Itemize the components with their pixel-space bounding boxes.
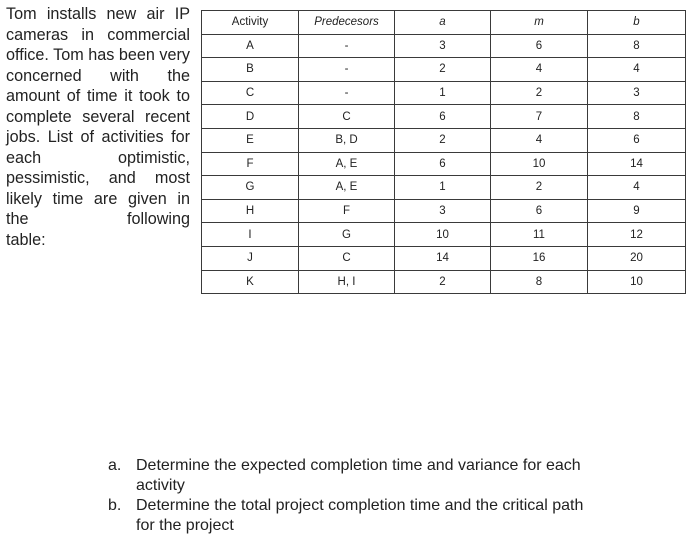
table-row — [202, 128, 686, 152]
header-predecessors: Predecesors — [299, 11, 395, 35]
cell-predecessors: - — [299, 58, 395, 82]
cell-predecessors: C — [299, 246, 395, 270]
cell-m: 4 — [491, 58, 588, 82]
question-text: Determine the expected completion time and variance for each activity — [136, 457, 581, 494]
cell-b: 9 — [588, 199, 686, 223]
cell-b: 20 — [588, 246, 686, 270]
cell-predecessors: - — [299, 34, 395, 58]
table-row — [202, 199, 686, 223]
cell-m: 10 — [491, 152, 588, 176]
activity-table — [201, 10, 686, 294]
cell-a: 6 — [395, 105, 491, 129]
cell-a: 3 — [395, 34, 491, 58]
cell-predecessors: A, E — [299, 176, 395, 200]
cell-activity: I — [202, 223, 299, 247]
problem-intro — [6, 4, 190, 250]
cell-b: 8 — [588, 105, 686, 129]
table-row — [202, 176, 686, 200]
cell-b: 8 — [588, 34, 686, 58]
table-row — [202, 81, 686, 105]
intro-last-line: table: — [6, 230, 46, 249]
header-a: a — [395, 11, 491, 35]
cell-b: 10 — [588, 270, 686, 294]
cell-predecessors: B, D — [299, 128, 395, 152]
cell-activity: K — [202, 270, 299, 294]
table-row — [202, 58, 686, 82]
cell-predecessors: H, I — [299, 270, 395, 294]
question-list — [108, 456, 588, 536]
cell-m: 6 — [491, 34, 588, 58]
table-row — [202, 223, 686, 247]
cell-predecessors: A, E — [299, 152, 395, 176]
intro-text: Tom installs new air IP cameras in commercial office. Tom has been very concerned with the amount of time it took to complete several recent jobs. List of activities for each optimistic, pessimistic, and most likely time are given in the following — [6, 5, 190, 228]
cell-m: 11 — [491, 223, 588, 247]
cell-activity: D — [202, 105, 299, 129]
cell-m: 2 — [491, 176, 588, 200]
cell-activity: A — [202, 34, 299, 58]
cell-a: 10 — [395, 223, 491, 247]
cell-activity: G — [202, 176, 299, 200]
header-m: m — [491, 11, 588, 35]
cell-m: 4 — [491, 128, 588, 152]
question-a — [108, 456, 588, 496]
cell-activity: E — [202, 128, 299, 152]
cell-m: 6 — [491, 199, 588, 223]
cell-a: 3 — [395, 199, 491, 223]
cell-predecessors: G — [299, 223, 395, 247]
table-row — [202, 152, 686, 176]
cell-m: 2 — [491, 81, 588, 105]
table-row — [202, 34, 686, 58]
cell-predecessors: C — [299, 105, 395, 129]
cell-activity: C — [202, 81, 299, 105]
question-text: Determine the total project completion time and the critical path for the project — [136, 497, 584, 534]
cell-activity: H — [202, 199, 299, 223]
cell-m: 16 — [491, 246, 588, 270]
question-b — [108, 496, 588, 536]
cell-b: 6 — [588, 128, 686, 152]
cell-activity: F — [202, 152, 299, 176]
cell-activity: B — [202, 58, 299, 82]
cell-activity: J — [202, 246, 299, 270]
question-marker: a. — [108, 457, 122, 474]
cell-a: 1 — [395, 81, 491, 105]
cell-b: 3 — [588, 81, 686, 105]
cell-a: 14 — [395, 246, 491, 270]
cell-a: 1 — [395, 176, 491, 200]
table-header-row — [202, 11, 686, 35]
header-b: b — [588, 11, 686, 35]
cell-b: 4 — [588, 176, 686, 200]
header-activity: Activity — [202, 11, 299, 35]
table-row — [202, 246, 686, 270]
cell-b: 4 — [588, 58, 686, 82]
cell-predecessors: F — [299, 199, 395, 223]
cell-m: 7 — [491, 105, 588, 129]
table-row — [202, 105, 686, 129]
cell-a: 6 — [395, 152, 491, 176]
cell-a: 2 — [395, 270, 491, 294]
question-marker: b. — [108, 497, 122, 514]
cell-predecessors: - — [299, 81, 395, 105]
cell-m: 8 — [491, 270, 588, 294]
table-row — [202, 270, 686, 294]
cell-a: 2 — [395, 58, 491, 82]
cell-b: 14 — [588, 152, 686, 176]
cell-a: 2 — [395, 128, 491, 152]
cell-b: 12 — [588, 223, 686, 247]
